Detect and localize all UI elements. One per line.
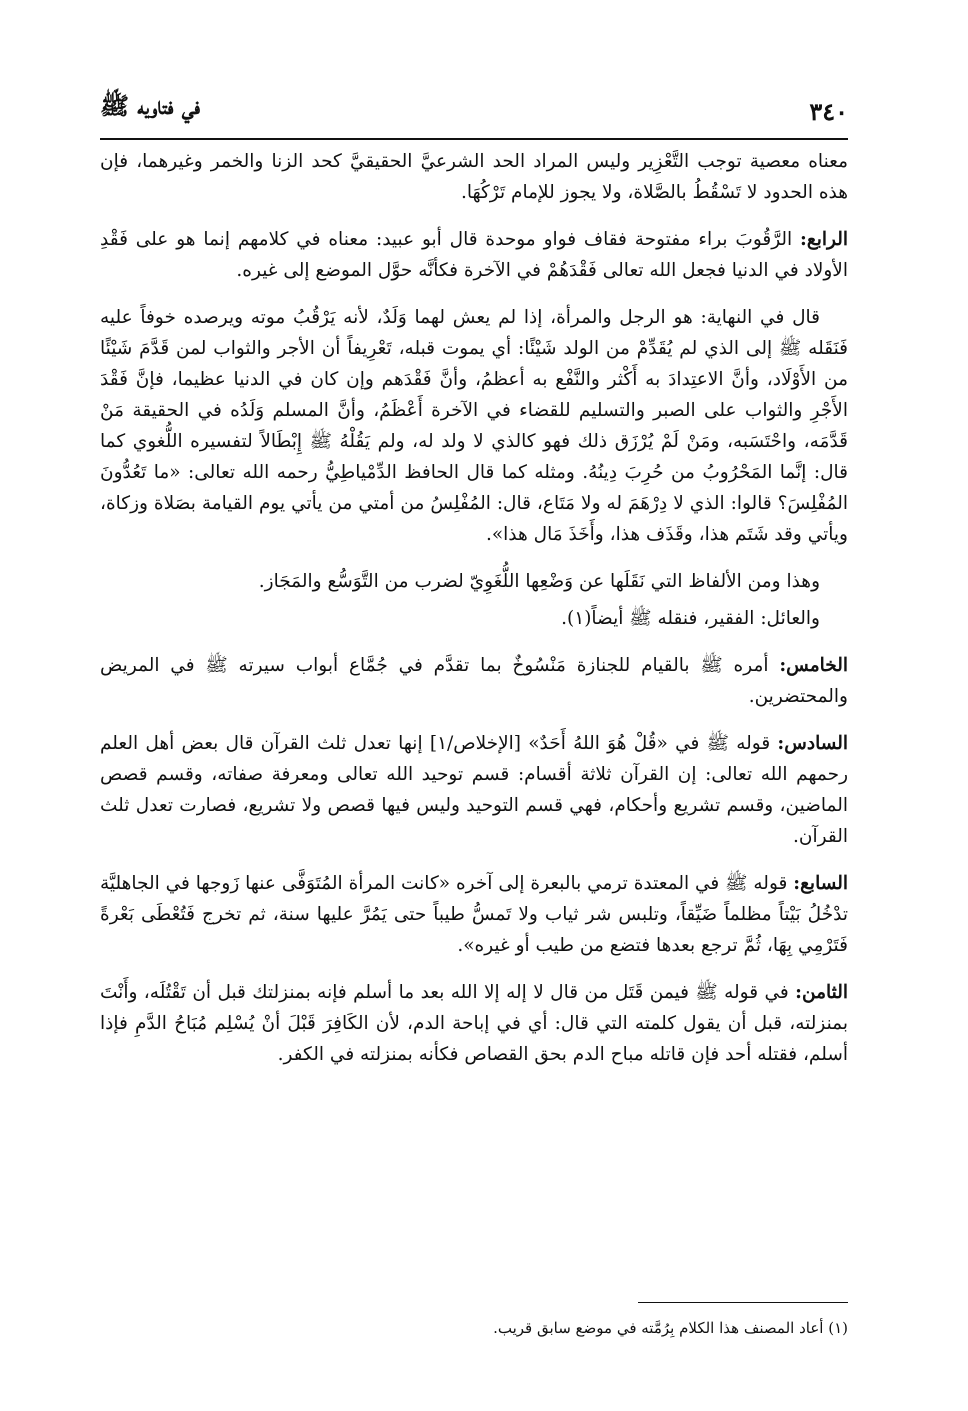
- paragraph-text: الرَّقُوبَ براء مفتوحة فقاف فواو موحدة قال أبو عبيد: معناه في كلامهم إنما هو على فَقْدِ الأولاد في الدنيا فجعل الله تعالى فَقْدَهُمْ في الآخرة فكأنَّه حوَّل الموضع إلى غيره.: [100, 229, 848, 281]
- paragraph-3: [100, 302, 848, 550]
- paragraph-9: [100, 977, 848, 1070]
- paragraph-text: معناه معصية توجب التَّعْزِير وليس المراد الحد الشرعيَّ الحقيقيَّ كحد الزنا والخمر وغيرهما، فإن هذه الحدود لا تَسْقُطُ بالصَّلاة، ولا يجوز للإمام تَرْكُهَا.: [100, 151, 848, 203]
- paragraph-lead: السادس:: [777, 733, 848, 754]
- paragraph-lead: الرابع:: [800, 229, 848, 250]
- paragraph-lead: الخامس:: [779, 655, 848, 676]
- header-rule: [100, 138, 848, 140]
- paragraph-4: [100, 566, 848, 597]
- running-header: [100, 86, 848, 126]
- paragraph-text: والعائل: الفقير، فنقله ﷺ أيضاً(١).: [561, 608, 820, 629]
- running-title: في فتاويه ﷺ: [100, 91, 200, 120]
- paragraph-lead: الثامن:: [795, 982, 848, 1003]
- page-number: ٣٤٠: [809, 97, 848, 126]
- paragraph-6: [100, 650, 848, 712]
- paragraph-8: [100, 868, 848, 961]
- paragraph-2: [100, 224, 848, 286]
- paragraph-text: قوله ﷺ في «قُلْ هُوَ اللهُ أَحَدٌ» [الإخلاص/١] إنها تعدل ثلث القرآن قال بعض أهل العلم رحمهم الله تعالى: إن القرآن ثلاثة أقسام: قسم توحيد الله تعالى ومعرفة صفاته، وقسم قصص الماضين، وقسم تشريع وأحكام، فهي قسم التوحيد وليس فيها قصص ولا تشريع، فصارت تعدل ثلث القرآن.: [100, 733, 848, 847]
- paragraph-text: قال في النهاية: هو الرجل والمرأة، إذا لم يعش لهما وَلَدٌ، لأنه يَرْقُبُ موته ويرصده خوفاً عليه فَنَقَله ﷺ إلى الذي لم يُقَدِّمْ من الولد شَيْئًا: أي يموت قبله، تَعْرِيفاً أن الأجر والثواب لمن قَدَّمَ شَيْئًا من الأَوْلَاد، وأنَّ الاعتِدادَ به أَكْثر والنَّفْع به أعظمُ، وأنَّ فَقْدَهم وإن كان في الدنيا عظيما، فإنَّ فَقْدَ الأَجْرِ والثواب على الصبر والتسليم للقضاء في الآخرة أَعْظَمُ، وأنَّ المسلم وَلَدُه في الحقيقة مَنْ قَدَّمَه، واحْتَسَبه، ومَنْ لَمْ يُرْزَق ذلك فهو كالذي لا ولد له، ولم يَقُلْهُ ﷺ إِبْطَالاً لتفسيره اللُّغوي كما قال: إنَّما المَحْرُوبُ من حُرِبَ دِينُهُ. ومثله كما قال الحافظ الدِّمْياطِيُّ رحمه الله تعالى: «ما تَعُدُّونَ المُفْلِسَ؟ قالوا: الذي لا دِرْهَمَ له ولا مَتَاع، قال: المُفْلِسُ من أمتي من يأتي يوم القيامة بصَلاة وزكاة، ويأتي وقد شَتَم هذا، وقَذَف هذا، وأَخَذَ مَال هذا».: [100, 307, 848, 545]
- paragraph-text: قوله ﷺ في المعتدة ترمي بالبعرة إلى آخره «كانت المرأة المُتَوَفَّى عنها زَوجها في الجاهليَّة تدْخُلُ بَيْتاً مظلماً ضَيِّقاً، وتلبس شر ثياب ولا تَمسُّ طيباً حتى يَمُرَّ عليها سنة، ثم تخرج فَتُعْطَى بَعْرةً فَتَرْمِي بِهَا، ثُمَّ ترجع بعدها فتضع من طيب أو غيره».: [100, 873, 848, 956]
- paragraph-lead: السابع:: [793, 873, 848, 894]
- paragraph-text: في قوله ﷺ فيمن قَتَل من قال لا إله إلا الله بعد ما أسلم فإنه بمنزلتك قبل أن تَقْتُلَه، وأَنْتَ بمنزلته، قبل أن يقول كلمته التي قال: أي في إباحة الدم، لأن الكَافِرَ قَبْلَ أنْ يُسْلِم مُبَاحُ الدَّمِ فإذا أسلم، فقتله أحد فإن قاتله مباح الدم بحق القصاص فكأنه بمنزلته في الكفر.: [100, 982, 848, 1065]
- paragraph-5: [100, 603, 848, 634]
- paragraph-text: أمره ﷺ بالقيام للجنازة مَنْسُوخٌ بما تقدَّم في جُمَّاع أبواب سيرته ﷺ في المريض والمحتضرين.: [100, 655, 848, 707]
- footnote: (١) أعاد المصنف هذا الكلام بِرُمَّته في موضع سابق قريب.: [493, 1319, 848, 1337]
- footnote-rule: [638, 1302, 848, 1303]
- paragraph-1: [100, 146, 848, 208]
- body-text: [100, 146, 848, 1086]
- paragraph-7: [100, 728, 848, 852]
- paragraph-text: وهذا ومن الألفاظ التي نَقَلَها عن وَضْعِها اللُّغَوِيّ لضرب من التَّوَسُّع والمَجَاز.: [258, 571, 820, 592]
